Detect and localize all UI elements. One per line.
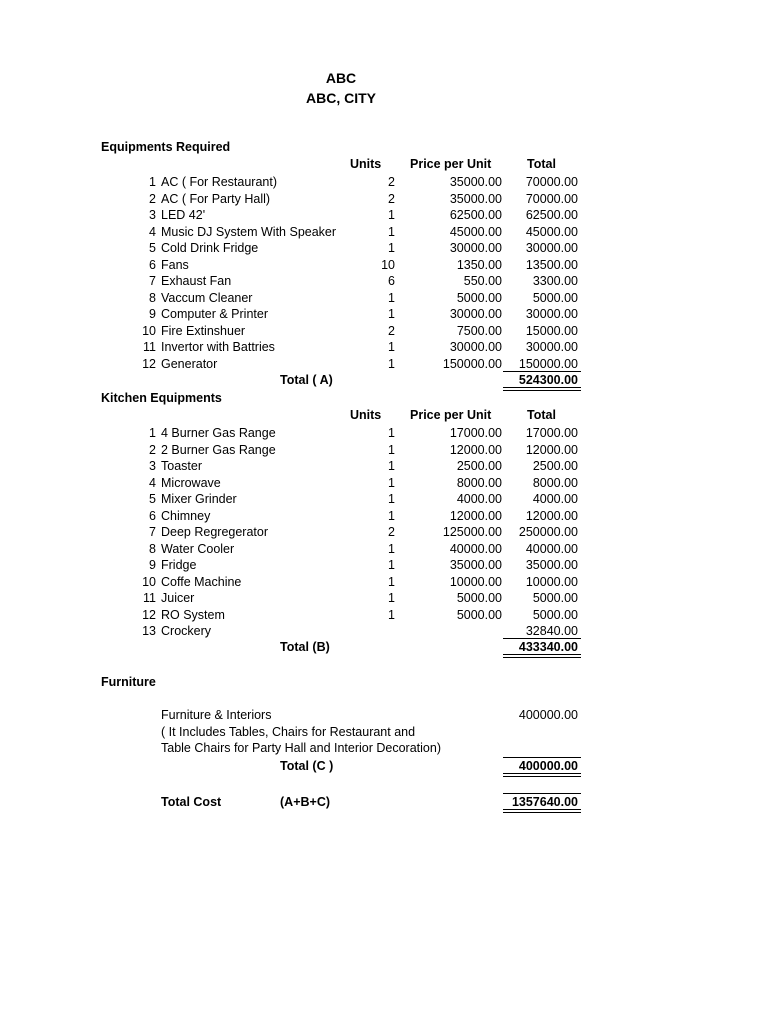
- kitchen-row: [0, 590, 768, 606]
- kitchen-units: 1: [388, 541, 395, 556]
- equipment-units: 10: [381, 257, 395, 272]
- kitchen-number: 5: [149, 492, 156, 506]
- equipment-row: [0, 339, 768, 355]
- company-city: ABC, CITY: [306, 90, 376, 106]
- equipment-name: Cold Drink Fridge: [161, 241, 259, 255]
- equipment-price: 150000.00: [442, 356, 502, 371]
- kitchen-number: 7: [149, 525, 156, 539]
- equipment-name: Exhaust Fan: [161, 274, 232, 288]
- kitchen-units: 1: [388, 591, 395, 605]
- equipment-name: Fans: [161, 257, 189, 272]
- equipment-number: 3: [149, 208, 156, 222]
- equipment-units: 1: [388, 356, 395, 371]
- equipment-row: [0, 224, 768, 240]
- equipment-units: 1: [388, 241, 395, 255]
- equipment-price: 30000.00: [449, 340, 502, 354]
- kitchen-price: 10000.00: [449, 574, 502, 589]
- kitchen-price: 40000.00: [449, 541, 502, 556]
- kitchen-price: 12000.00: [449, 508, 502, 523]
- kitchen-total: 12000.00: [525, 508, 578, 523]
- equipment-section-title: Equipments Required: [101, 140, 231, 154]
- equipment-units: 1: [388, 224, 395, 239]
- grand-total-double-rule: [503, 809, 581, 813]
- company-name: ABC: [325, 70, 357, 86]
- kitchen-name: RO System: [161, 607, 225, 622]
- equipment-total-row: [0, 372, 768, 388]
- grand-total-label: Total Cost: [161, 795, 222, 809]
- kitchen-total: 5000.00: [532, 607, 578, 622]
- furniture-section-title: Furniture: [101, 675, 156, 689]
- kitchen-price: 4000.00: [456, 492, 502, 506]
- kitchen-name: Crockery: [161, 624, 212, 638]
- kitchen-name: Microwave: [161, 475, 221, 490]
- equipment-number: 12: [142, 356, 156, 371]
- kitchen-section-title: Kitchen Equipments: [101, 391, 222, 405]
- kitchen-units: 1: [388, 508, 395, 523]
- equipment-total-label: Total ( A): [280, 373, 333, 387]
- equipment-row: [0, 240, 768, 256]
- equipment-name: Vaccum Cleaner: [161, 290, 253, 305]
- equipment-row: [0, 273, 768, 289]
- equipment-units: 2: [388, 175, 395, 189]
- kitchen-price: 2500.00: [456, 459, 502, 473]
- equipment-units: 1: [388, 208, 395, 222]
- equipment-price: 45000.00: [449, 224, 502, 239]
- equipment-total: 30000.00: [525, 340, 578, 354]
- equipment-number: 10: [142, 323, 156, 338]
- kitchen-units: 1: [388, 475, 395, 490]
- equipment-name: LED 42': [161, 208, 206, 222]
- equipment-price: 1350.00: [456, 257, 502, 272]
- kitchen-total-row: [0, 639, 768, 655]
- equipment-number: 5: [149, 241, 156, 255]
- equipment-number: 11: [143, 340, 156, 354]
- kitchen-units: 1: [388, 574, 395, 589]
- furniture-total-label: Total (C ): [280, 759, 334, 773]
- furniture-line-2: ( It Includes Tables, Chairs for Restaurant and: [161, 725, 416, 739]
- equipment-units: 6: [388, 274, 395, 288]
- equipment-price: 7500.00: [456, 323, 502, 338]
- kitchen-total-header: Total: [527, 408, 556, 422]
- equipment-name: AC ( For Restaurant): [161, 175, 278, 189]
- kitchen-total-label: Total (B): [280, 640, 330, 654]
- kitchen-name: Chimney: [161, 508, 211, 523]
- equipment-total: 70000.00: [525, 175, 578, 189]
- equipment-total: 150000.00: [518, 356, 578, 371]
- kitchen-number: 3: [149, 459, 156, 473]
- equipment-total: 30000.00: [525, 307, 578, 321]
- kitchen-number: 4: [149, 475, 156, 490]
- kitchen-total: 2500.00: [532, 459, 578, 473]
- furniture-line-3: Table Chairs for Party Hall and Interior Decoration): [161, 741, 441, 755]
- kitchen-units: 1: [388, 426, 395, 440]
- furniture-amount: 400000.00: [518, 708, 578, 722]
- kitchen-number: 6: [149, 508, 156, 523]
- kitchen-units: 1: [388, 459, 395, 473]
- kitchen-number: 8: [149, 541, 156, 556]
- equipment-price: 35000.00: [449, 175, 502, 189]
- equipment-name: Computer & Printer: [161, 307, 268, 321]
- equipment-row: [0, 356, 768, 372]
- equipment-name: Fire Extinshuer: [161, 323, 246, 338]
- kitchen-number: 9: [149, 558, 156, 572]
- kitchen-row: [0, 574, 768, 590]
- kitchen-name: 2 Burner Gas Range: [161, 442, 276, 457]
- equipment-row: [0, 323, 768, 339]
- equipment-number: 8: [149, 290, 156, 305]
- kitchen-total-double-rule: [503, 654, 581, 658]
- kitchen-name: Mixer Grinder: [161, 492, 237, 506]
- kitchen-row: [0, 442, 768, 458]
- kitchen-total: 10000.00: [525, 574, 578, 589]
- equipment-total-header: Total: [527, 157, 556, 171]
- kitchen-row: [0, 541, 768, 557]
- kitchen-row: [0, 607, 768, 623]
- kitchen-units: 1: [388, 492, 395, 506]
- kitchen-units: 2: [388, 525, 395, 539]
- equipment-row: [0, 207, 768, 223]
- kitchen-row: [0, 508, 768, 524]
- kitchen-units-header: Units: [350, 408, 382, 422]
- kitchen-name: Deep Regregerator: [161, 525, 269, 539]
- equipment-price-header: Price per Unit: [410, 157, 492, 171]
- equipment-total: 45000.00: [525, 224, 578, 239]
- equipment-total: 13500.00: [525, 257, 578, 272]
- equipment-number: 4: [149, 224, 156, 239]
- equipment-units: 2: [388, 323, 395, 338]
- kitchen-name: Toaster: [161, 459, 202, 473]
- equipment-number: 2: [149, 191, 156, 206]
- kitchen-total: 5000.00: [532, 591, 578, 605]
- kitchen-total: 4000.00: [532, 492, 578, 506]
- equipment-row: [0, 191, 768, 207]
- kitchen-row: [0, 524, 768, 540]
- equipment-name: Music DJ System With Speaker: [161, 224, 337, 239]
- kitchen-number: 2: [149, 442, 156, 457]
- equipment-name: Generator: [161, 356, 218, 371]
- equipment-number: 1: [149, 175, 156, 189]
- kitchen-row: [0, 458, 768, 474]
- equipment-row: [0, 174, 768, 190]
- kitchen-units: 1: [388, 558, 395, 572]
- grand-total-value: 1357640.00: [511, 795, 578, 809]
- kitchen-price: 5000.00: [456, 607, 502, 622]
- kitchen-total: 32840.00: [525, 624, 578, 638]
- furniture-total-double-rule: [503, 773, 581, 777]
- kitchen-price: 35000.00: [449, 558, 502, 572]
- equipment-row: [0, 290, 768, 306]
- equipment-number: 9: [149, 307, 156, 321]
- kitchen-total: 250000.00: [518, 525, 578, 539]
- equipment-name: Invertor with Battries: [161, 340, 275, 354]
- equipment-price: 35000.00: [449, 191, 502, 206]
- equipment-number: 6: [149, 257, 156, 272]
- kitchen-row: [0, 557, 768, 573]
- kitchen-price: 12000.00: [449, 442, 502, 457]
- equipment-price: 550.00: [463, 274, 502, 288]
- equipment-total: 15000.00: [525, 323, 578, 338]
- grand-total-row: [0, 794, 768, 810]
- equipment-units: 1: [388, 307, 395, 321]
- equipment-total: 30000.00: [525, 241, 578, 255]
- grand-total-formula: (A+B+C): [280, 795, 331, 809]
- equipment-total: 3300.00: [532, 274, 578, 288]
- equipment-units: 2: [388, 191, 395, 206]
- equipment-price: 5000.00: [456, 290, 502, 305]
- kitchen-price-header: Price per Unit: [410, 408, 492, 422]
- kitchen-number: 10: [142, 574, 156, 589]
- equipment-price: 30000.00: [449, 307, 502, 321]
- kitchen-total: 8000.00: [532, 475, 578, 490]
- kitchen-number: 11: [143, 591, 156, 605]
- kitchen-total: 40000.00: [525, 541, 578, 556]
- equipment-total: 5000.00: [532, 290, 578, 305]
- kitchen-row: [0, 475, 768, 491]
- equipment-total: 62500.00: [525, 208, 578, 222]
- equipment-price: 62500.00: [449, 208, 502, 222]
- kitchen-name: Fridge: [161, 558, 197, 572]
- kitchen-units: 1: [388, 442, 395, 457]
- kitchen-name: Juicer: [161, 591, 195, 605]
- furniture-total-value: 400000.00: [518, 759, 578, 773]
- kitchen-number: 12: [142, 607, 156, 622]
- equipment-total-value: 524300.00: [518, 373, 578, 387]
- kitchen-name: Coffe Machine: [161, 574, 242, 589]
- kitchen-total-value: 433340.00: [518, 640, 578, 654]
- kitchen-price: 17000.00: [449, 426, 502, 440]
- kitchen-price: 125000.00: [442, 525, 502, 539]
- kitchen-price: 5000.00: [456, 591, 502, 605]
- equipment-number: 7: [149, 274, 156, 288]
- kitchen-row: [0, 425, 768, 441]
- kitchen-number: 1: [149, 426, 156, 440]
- kitchen-total: 17000.00: [525, 426, 578, 440]
- kitchen-row: [0, 623, 768, 639]
- equipment-units-header: Units: [350, 157, 382, 171]
- furniture-line-1: Furniture & Interiors: [161, 708, 272, 722]
- equipment-row: [0, 306, 768, 322]
- equipment-units: 1: [388, 340, 395, 354]
- equipment-total: 70000.00: [525, 191, 578, 206]
- equipment-name: AC ( For Party Hall): [161, 191, 271, 206]
- equipment-total-double-rule: [503, 387, 581, 391]
- kitchen-row: [0, 491, 768, 507]
- furniture-total-row: [0, 758, 768, 774]
- kitchen-total: 35000.00: [525, 558, 578, 572]
- equipment-units: 1: [388, 290, 395, 305]
- kitchen-name: 4 Burner Gas Range: [161, 426, 276, 440]
- kitchen-name: Water Cooler: [161, 541, 235, 556]
- kitchen-number: 13: [142, 624, 156, 638]
- kitchen-total: 12000.00: [525, 442, 578, 457]
- equipment-row: [0, 257, 768, 273]
- kitchen-price: 8000.00: [456, 475, 502, 490]
- equipment-price: 30000.00: [449, 241, 502, 255]
- kitchen-units: 1: [388, 607, 395, 622]
